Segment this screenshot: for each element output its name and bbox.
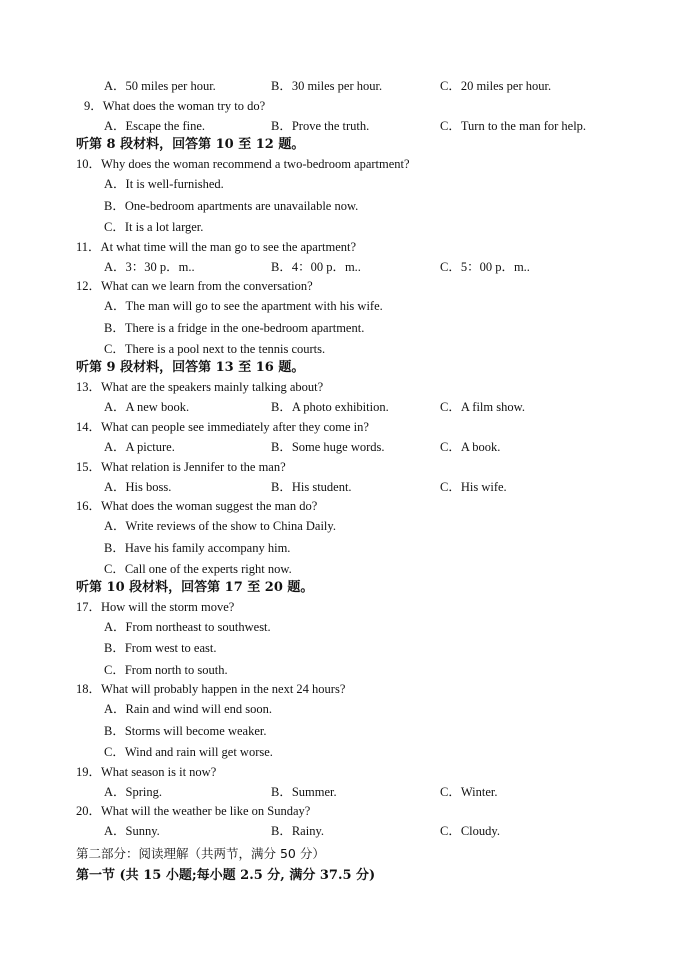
option-c: C．From north to south.: [104, 663, 228, 677]
option-b: B．There is a fridge in the one-bedroom apartment.: [104, 321, 365, 335]
option-b: B．His student.: [271, 480, 352, 494]
question-11: 11．At what time will the man go to see the apartment?: [76, 240, 357, 254]
option-a: A．His boss.: [104, 480, 172, 494]
option-a: A．The man will go to see the apartment with his wife.: [104, 299, 383, 313]
option-a: A．Rain and wind will end soon.: [104, 702, 273, 716]
option-a: A．50 miles per hour.: [104, 79, 216, 93]
option-a: A．A picture.: [104, 440, 175, 454]
option-a: A．From northeast to southwest.: [104, 620, 271, 634]
option-a: A．Spring.: [104, 785, 162, 799]
section-heading: 第一节 (共 15 小题;每小题 2.5 分, 满分 37.5 分): [76, 868, 376, 883]
option-c: C．A film show.: [440, 400, 525, 414]
option-c: C．There is a pool next to the tennis courts.: [104, 342, 326, 356]
question-18: 18．What will probably happen in the next 24 hours?: [76, 682, 346, 696]
section-heading: 听第 9 段材料，回答第 13 至 16 题。: [76, 360, 305, 375]
option-b: B．One-bedroom apartments are unavailable now.: [104, 199, 359, 213]
question-17: 17．How will the storm move?: [76, 600, 235, 614]
option-b: B．Rainy.: [271, 824, 325, 838]
question-9: 9．What does the woman try to do?: [84, 99, 266, 113]
option-c: C．A book.: [440, 440, 501, 454]
option-c: C．Wind and rain will get worse.: [104, 745, 273, 759]
question-13: 13．What are the speakers mainly talking about?: [76, 380, 324, 394]
question-12: 12．What can we learn from the conversation?: [76, 279, 313, 293]
option-b: B．Some huge words.: [271, 440, 385, 454]
question-14: 14．What can people see immediately after they come in?: [76, 420, 369, 434]
option-b: B．4：00 p．m..: [271, 260, 361, 274]
option-c: C．Turn to the man for help.: [440, 119, 587, 133]
option-b: B．A photo exhibition.: [271, 400, 389, 414]
section-heading: 听第 10 段材料，回答第 17 至 20 题。: [76, 580, 314, 595]
question-10: 10．Why does the woman recommend a two-bedroom apartment?: [76, 157, 410, 171]
section-heading: 听第 8 段材料，回答第 10 至 12 题。: [76, 137, 305, 152]
option-c: C．It is a lot larger.: [104, 220, 204, 234]
option-a: A．A new book.: [104, 400, 190, 414]
option-c: C．Winter.: [440, 785, 498, 799]
question-20: 20．What will the weather be like on Sunday?: [76, 804, 311, 818]
option-b: B．Prove the truth.: [271, 119, 370, 133]
option-c: C．His wife.: [440, 480, 507, 494]
option-c: C．20 miles per hour.: [440, 79, 552, 93]
option-a: A．Sunny.: [104, 824, 160, 838]
option-c: C．Call one of the experts right now.: [104, 562, 292, 576]
option-b: B．From west to east.: [104, 641, 217, 655]
option-b: B．Summer.: [271, 785, 337, 799]
question-15: 15．What relation is Jennifer to the man?: [76, 460, 286, 474]
part-heading: 第二部分：阅读理解（共两节，满分 50 分）: [76, 846, 325, 861]
option-a: A．Escape the fine.: [104, 119, 206, 133]
option-b: B．Storms will become weaker.: [104, 724, 267, 738]
option-c: C．5：00 p．m..: [440, 260, 530, 274]
option-b: B．30 miles per hour.: [271, 79, 383, 93]
question-19: 19．What season is it now?: [76, 765, 217, 779]
question-16: 16．What does the woman suggest the man do?: [76, 499, 318, 513]
option-a: A．Write reviews of the show to China Daily.: [104, 519, 336, 533]
option-c: C．Cloudy.: [440, 824, 500, 838]
option-a: A．It is well-furnished.: [104, 177, 224, 191]
option-b: B．Have his family accompany him.: [104, 541, 291, 555]
option-a: A．3：30 p．m..: [104, 260, 195, 274]
